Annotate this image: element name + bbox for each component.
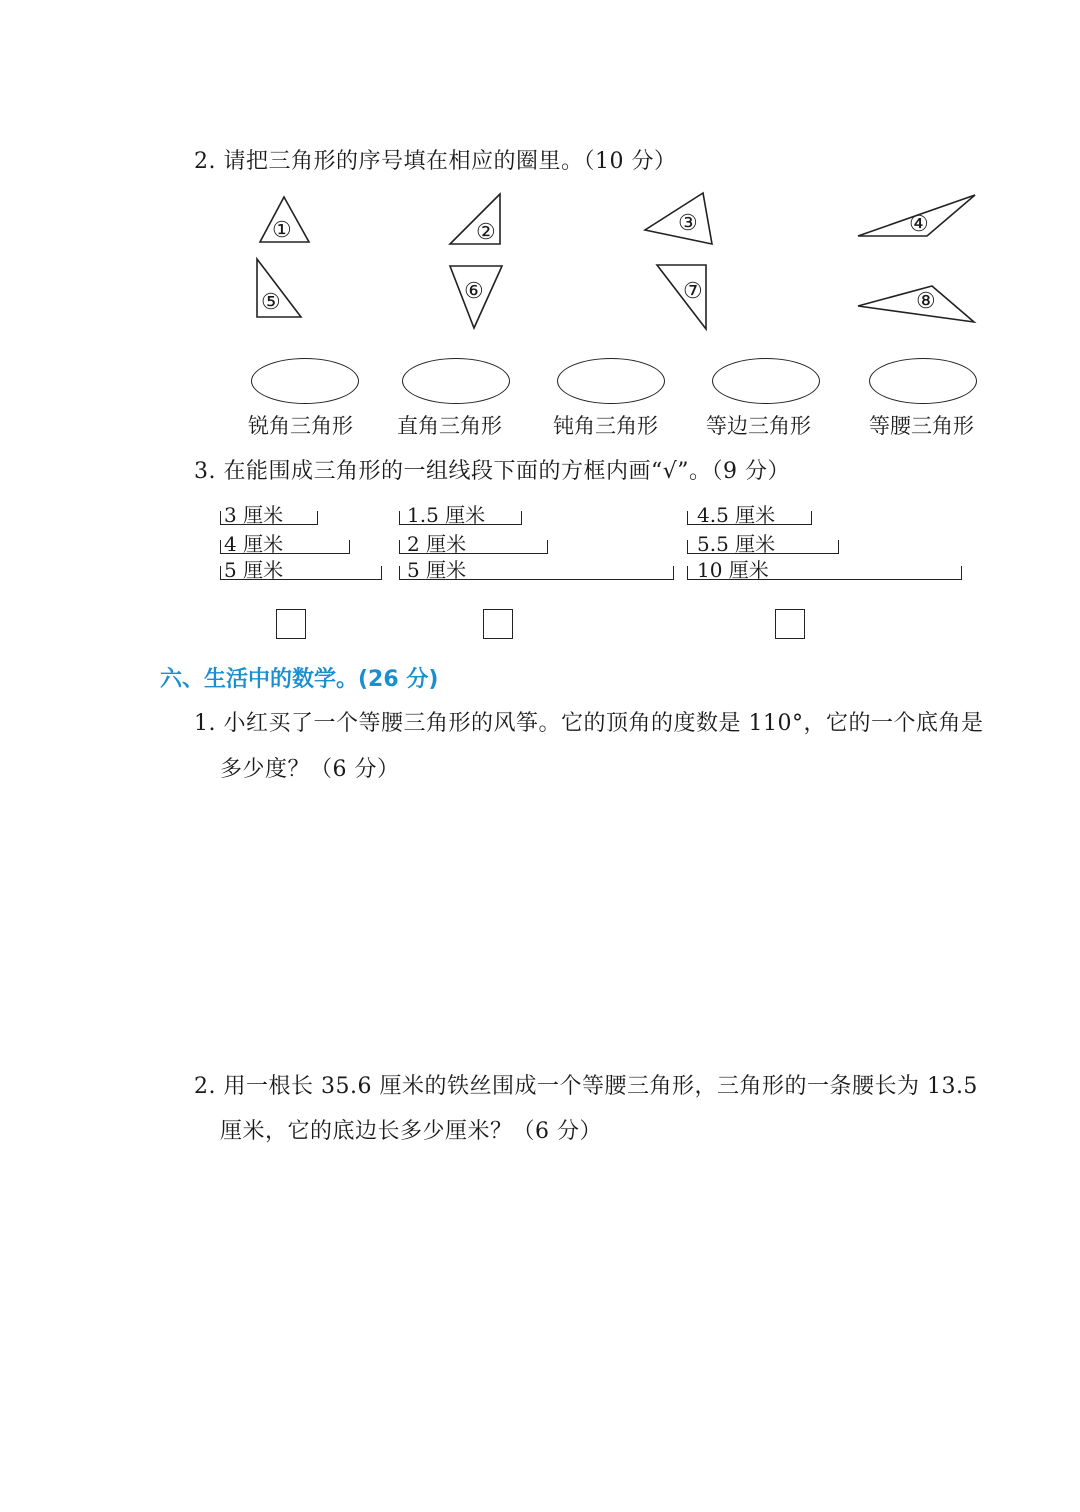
answer-box-group-2[interactable]: [483, 609, 513, 639]
problem-1-line-2: 多少度？（6 分）: [220, 757, 400, 782]
segment-label: 3 厘米: [224, 503, 284, 527]
category-right-label: 直角三角形: [397, 414, 502, 438]
segment-label: 5 厘米: [407, 558, 467, 582]
segment-label: 5.5 厘米: [697, 532, 776, 556]
answer-oval-right[interactable]: [402, 358, 510, 404]
triangle-1-label: ①: [272, 218, 292, 243]
answer-box-group-1[interactable]: [276, 609, 306, 639]
problem-2-line-2: 厘米，它的底边长多少厘米？（6 分）: [220, 1119, 602, 1144]
answer-oval-equilateral[interactable]: [712, 358, 820, 404]
triangle-7-label: ⑦: [683, 279, 703, 304]
segment-label: 2 厘米: [407, 532, 467, 556]
answer-oval-isosceles[interactable]: [869, 358, 977, 404]
triangle-3-label: ③: [678, 211, 698, 236]
category-obtuse-label: 钝角三角形: [553, 414, 658, 438]
triangle-5-label: ⑤: [261, 290, 281, 315]
question-2-text: 2. 请把三角形的序号填在相应的圈里。（10 分）: [194, 149, 677, 174]
segment-label: 4 厘米: [224, 532, 284, 556]
answer-oval-obtuse[interactable]: [557, 358, 665, 404]
section-6-title: 六、生活中的数学。(26 分): [160, 667, 439, 692]
problem-2-line-1: 2. 用一根长 35.6 厘米的铁丝围成一个等腰三角形，三角形的一条腰长为 13.5: [194, 1074, 978, 1099]
triangle-6-label: ⑥: [464, 279, 484, 304]
answer-box-group-3[interactable]: [775, 609, 805, 639]
segment-label: 4.5 厘米: [697, 503, 776, 527]
answer-oval-acute[interactable]: [251, 358, 359, 404]
segment-label: 5 厘米: [224, 558, 284, 582]
segment-label: 10 厘米: [697, 558, 769, 582]
segment-label: 1.5 厘米: [407, 503, 486, 527]
triangle-2-label: ②: [476, 220, 496, 245]
problem-1-line-1: 1. 小红买了一个等腰三角形的风筝。它的顶角的度数是 110°，它的一个底角是: [194, 711, 984, 736]
category-equilateral-label: 等边三角形: [706, 414, 811, 438]
category-isosceles-label: 等腰三角形: [869, 414, 974, 438]
triangle-4-label: ④: [909, 212, 929, 237]
category-acute-label: 锐角三角形: [248, 414, 353, 438]
triangle-8-label: ⑧: [916, 289, 936, 314]
question-3-text: 3. 在能围成三角形的一组线段下面的方框内画“√”。（9 分）: [194, 459, 790, 484]
